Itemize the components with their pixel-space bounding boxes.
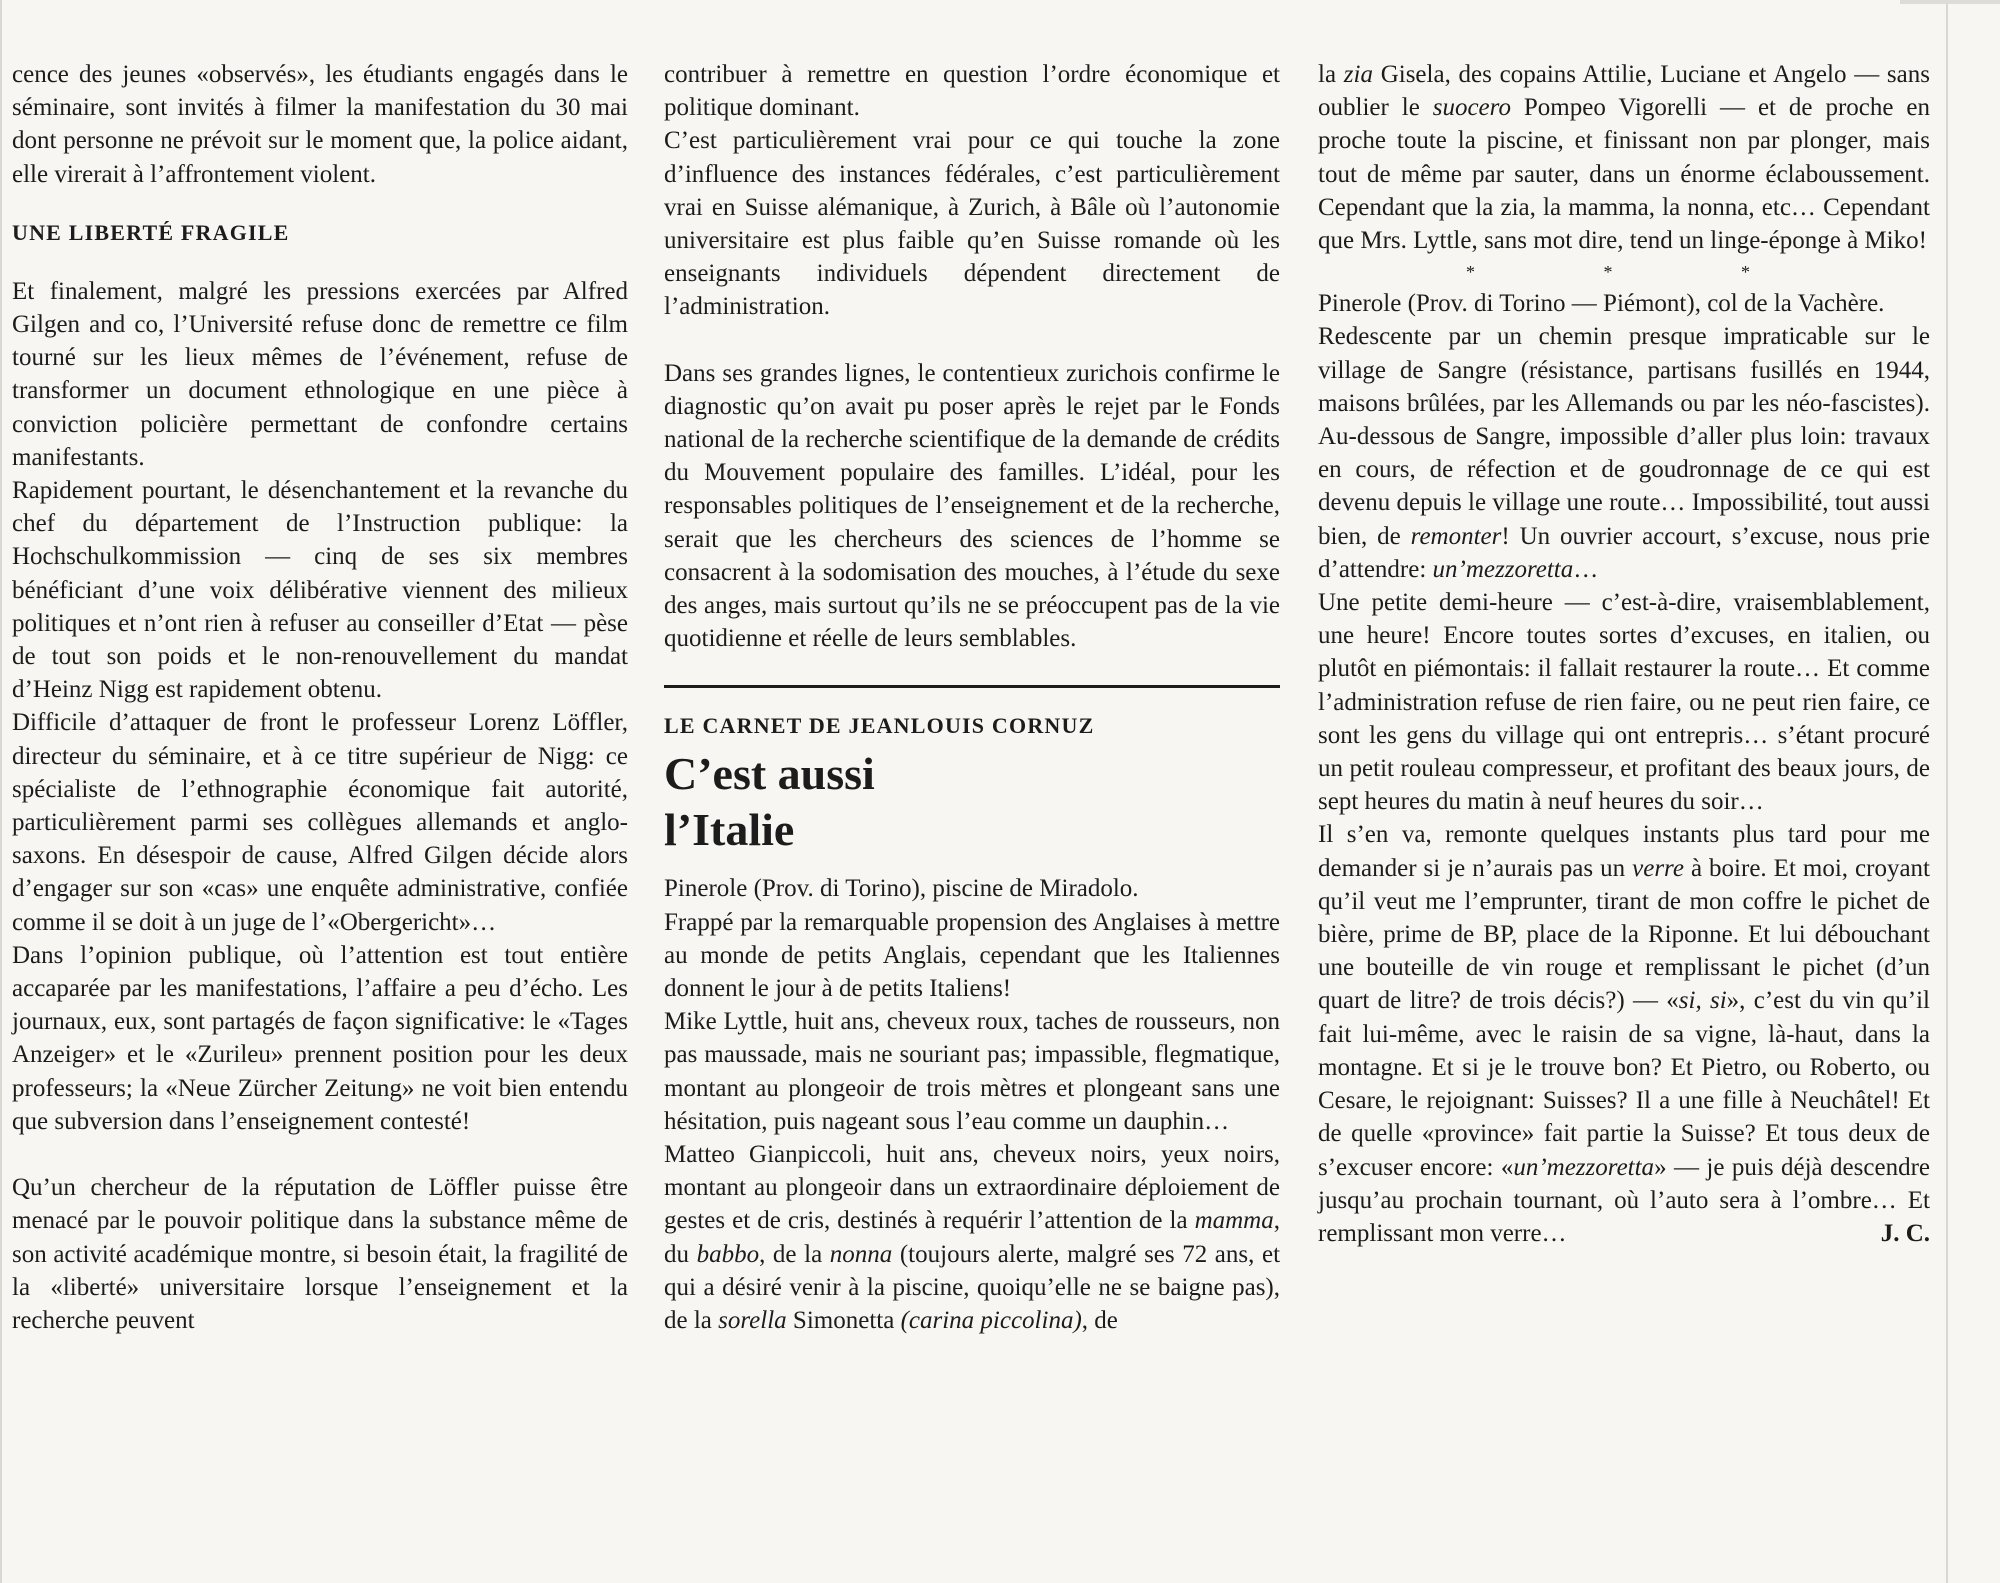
paragraph: Dans l’opinion publique, où l’attention est tout entière accaparée par les manifestations, l’affaire a peu d’écho. Les journaux, eux, sont partagés de façon significative: le «Tages Anzeiger» et le «Zurileu» prennent position pour les deux professeurs; la «Neue Zürcher Zeitung» ne voit bien entendu que subversion dans l’enseignement contesté! [12, 941, 628, 1135]
paragraph: Frappé par la remarquable propension des Anglaises à mettre au monde de petits Anglais, cependant que les Italiennes donnent le jour à de petits Italiens! [664, 908, 1280, 1003]
page-edge-left [0, 0, 2, 1583]
paragraph: Dans ses grandes lignes, le contentieux zurichois confirme le diagnostic qu’on avait pu poser après le rejet par le Fonds national de la recherche scientifique de la demande de crédits du Mouvement populaire des familles. L’idéal, pour les responsables politiques de l’enseignement et de la recherche, serait que les chercheurs des sciences de l’homme se consacrent à la sodomisation des mouches, à l’étude du sexe des anges, mais surtout qu’ils ne se préoccupent pas de la vie quotidienne et réelle de leurs semblables. [664, 359, 1280, 653]
section-break-stars: * * * [1466, 262, 1812, 283]
author-signature: J. C. [1880, 1219, 1930, 1247]
paragraph: la zia Gisela, des copains Attilie, Luciane et Angelo — sans oublier le suocero Pompeo Vigorelli — et de proche en proche toute la piscine, et finissant non par plonger, mais tout de même par sauter, dans un énorme éclaboussement. Cependant que la zia, la mamma, la nonna, etc… Cependant que Mrs. Lyttle, sans mot dire, tend un linge-éponge à Miko! [1318, 61, 1930, 255]
paragraph: cence des jeunes «observés», les étudiants engagés dans le séminaire, sont invités à filmer la manifestation du 30 mai dont personne ne prévoit sur le moment que, la police aidant, elle virerait à l’affrontement violent. [12, 61, 628, 188]
section-heading: UNE LIBERTÉ FRAGILE [12, 219, 290, 245]
page-corner-mark [1900, 0, 2000, 4]
paragraph: Qu’un chercheur de la réputation de Löffler puisse être menacé par le pouvoir politique dans la substance même de son activité académique montre, si besoin était, la fragilité de la «liberté» universitaire lorsque l’enseignement et la recherche peuvent [12, 1174, 628, 1334]
article-kicker: LE CARNET DE JEANLOUIS CORNUZ [664, 713, 1095, 739]
column-2 [664, 58, 1280, 1337]
paragraph: C’est particulièrement vrai pour ce qui touche la zone d’influence des instances fédérales, c’est particulièrement vrai en Suisse alémanique, à Zurich, à Bâle où l’autonomie universitaire est plus faible qu’en Suisse romande où les enseignants individuels dépendent directement de l’administration. [664, 127, 1280, 321]
paragraph: Il s’en va, remonte quelques instants plus tard pour me demander si je n’aurais pas un verre à boire. Et moi, croyant qu’il veut me l’emprunter, tirant de mon coffre le pichet de bière, prime de BP, place de la Riponne. Et lui débouchant une bouteille de vin rouge et remplissant le pichet (d’un quart de litre? de trois décis?) — «si, si», c’est du vin qu’il fait lui-même, avec le raisin de sa vigne, là-haut, dans la montagne. Et si je le trouve bon? Et Pietro, ou Roberto, ou Cesare, le rejoignant: Suisses? Il a une fille à Neuchâtel! Et de quelle «province» fait partie la Suisse? Et tous deux de s’excuser encore: «un’mezzoretta» — je puis déjà descendre jusqu’au prochain tournant, où l’auto sera à l’ombre… Et remplissant mon verre… J. C. [1318, 818, 1930, 1250]
article-headline [664, 746, 1280, 858]
column-3 [1318, 58, 1930, 1250]
paragraph: Difficile d’attaquer de front le professeur Lorenz Löffler, directeur du séminaire, et à ce titre supérieur de Nigg: ce spécialiste de l’ethnographie économique fait autorité, particulièrement parmi ses collègues allemands et anglo-saxons. En désespoir de cause, Alfred Gilgen décide alors d’engager sur son «cas» une enquête administrative, confiée comme il se doit à un juge de l’«Obergericht»… [12, 709, 628, 936]
paragraph: Et finalement, malgré les pressions exercées par Alfred Gilgen and co, l’Université refuse donc de remettre ce film tourné sur les lieux mêmes de l’événement, refuse de transformer un document ethnologique en une pièce à conviction policière permettant de confondre certains manifestants. [12, 277, 628, 471]
paragraph: Rapidement pourtant, le désenchantement et la revanche du chef du département de l’Instruction publique: la Hochschulkommission — cinq de ses six membres bénéficiant d’une voix délibérative viennent des milieux politiques et n’ont rien à refuser au conseiller d’Etat — pèse de tout son poids et le non-renouvellement du mandat d’Heinz Nigg est rapidement obtenu. [12, 477, 628, 704]
page-edge-right [1946, 0, 1948, 1583]
headline-line-2: l’Italie [664, 804, 795, 856]
paragraph: Mike Lyttle, huit ans, cheveux roux, taches de rousseurs, non pas maussade, mais ne souriant pas; impassible, flegmatique, montant au plongeoir de trois mètres et plongeant sans une hésitation, puis nageant sous l’eau comme un dauphin… [664, 1008, 1280, 1135]
article-divider [664, 685, 1280, 688]
paragraph: Une petite demi-heure — c’est-à-dire, vraisemblablement, une heure! Encore toutes sortes d’excuses, en italien, ou plutôt en piémontais: il fallait restaurer la route… Et comme l’administration refuse de rien faire, ou ne peut rien faire, ce sont les gens du village qui ont entrepris… s’étant procuré un petit rouleau compresseur, et profitant des beaux jours, de sept heures du matin à neuf heures du soir… [1318, 589, 1930, 816]
headline-line-1: C’est aussi [664, 748, 875, 800]
column-1 [12, 58, 628, 1337]
paragraph: Pinerole (Prov. di Torino), piscine de Miradolo. [664, 875, 1139, 903]
paragraph: contribuer à remettre en question l’ordre économique et politique dominant. [664, 61, 1280, 122]
paragraph: Pinerole (Prov. di Torino — Piémont), col de la Vachère. [1318, 290, 1885, 318]
paragraph: Matteo Gianpiccoli, huit ans, cheveux noirs, yeux noirs, montant au plongeoir dans un extraordinaire déploiement de gestes et de cris, destinés à requérir l’attention de la mamma, du babbo, de la nonna (toujours alerte, malgré ses 72 ans, et qui a désiré venir à la piscine, quoiqu’elle ne se baigne pas), de la sorella Simonetta (carina piccolina), de [664, 1141, 1281, 1335]
paragraph: Redescente par un chemin presque impraticable sur le village de Sangre (résistance, partisans fusillés en 1944, maisons brûlées, par les Allemands ou par les néo-fascistes). Au-dessous de Sangre, impossible d’aller plus loin: travaux en cours, de réfection et de goudronnage de ce qui est devenu depuis le village une route… Impossibilité, tout aussi bien, de remonter! Un ouvrier accourt, s’excuse, nous prie d’attendre: un’mezzoretta… [1318, 323, 1930, 583]
